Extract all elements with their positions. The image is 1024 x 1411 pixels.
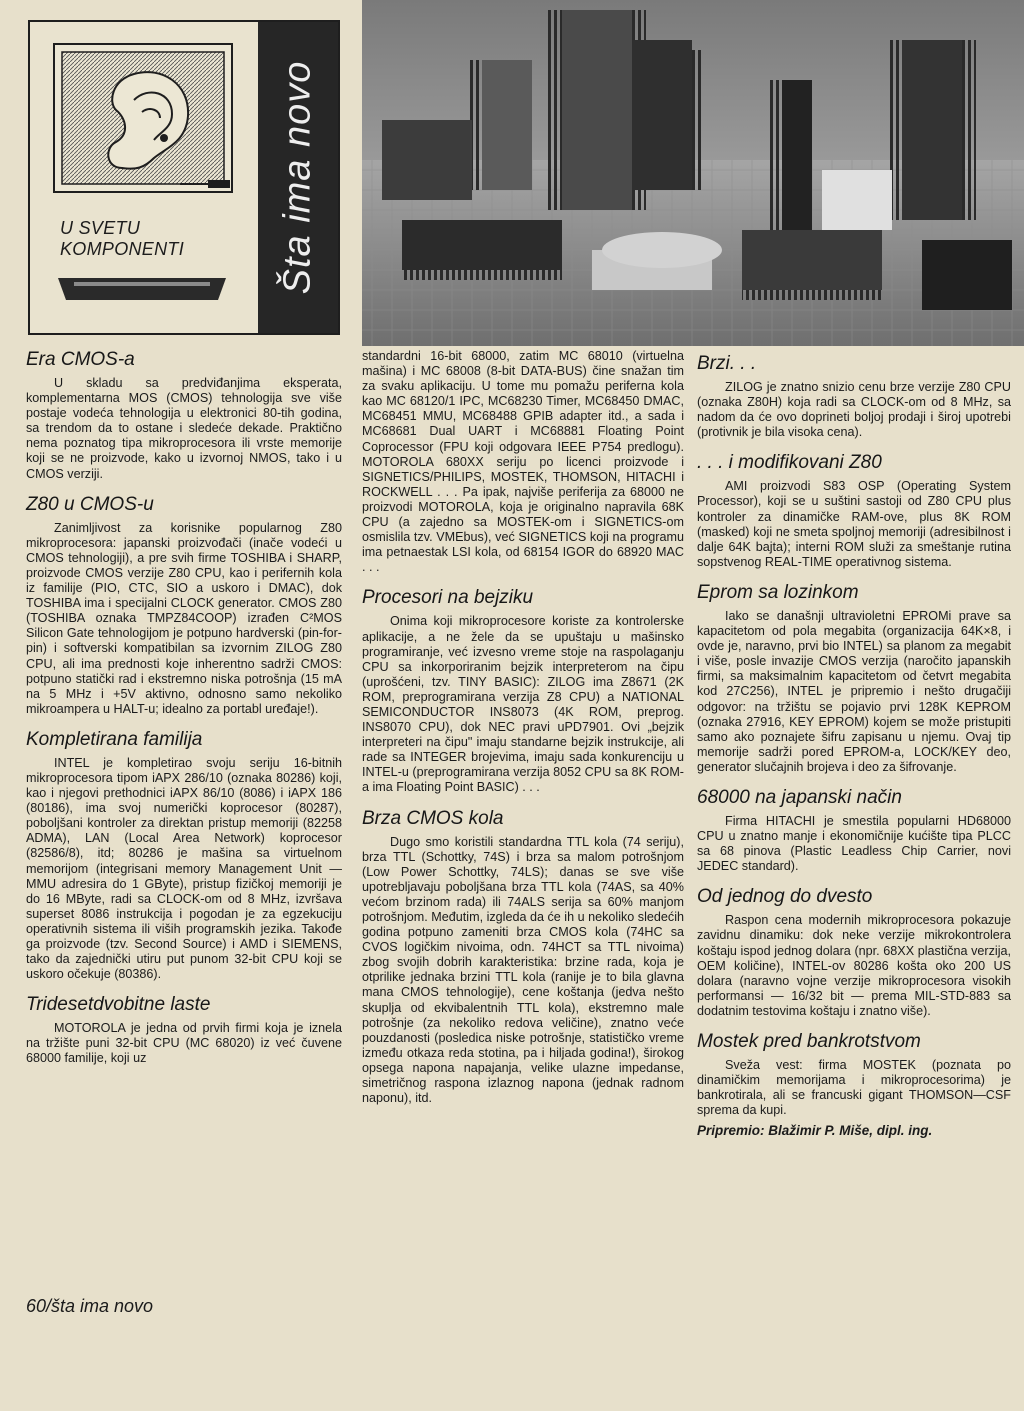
- para-eprom-sa-lozinkom: Iako se današnji ultravioletni EPROMi prave sa kapacitetom od pola megabita (organizacija 64K×8, i ovde je, naravno, prvi bio INTEL) sa planom za megabit i više, posle invazije CMOS verzija (naročito japanskih firmi, sa maksimalnim kapacitetom od četvrt megabita kod 27C256), INTEL je pripremio i nešto drugačiji odgovor: na tržištu se pojavio prvi 128K KEPROM (oznaka 27916, KEY EPROM) kojem se može pristupiti samo ako poznajete šifru zapisanu u njemu. Ovaj tip memorije sadrži pored EPROM-a, LOCK/KEY deo, generator slučajnih brojeva i deo za šifrovanje.: [697, 608, 1011, 774]
- heading-z80-cmos: Z80 u CMOS-u: [26, 493, 154, 515]
- chip-city-photo: [362, 0, 1024, 346]
- para-procesori-na-bejziku: Onima koji mikroprocesore koriste za kontrolerske aplikacije, a ne žele da se upuštaju u mašinsko programiranje, već izvesno vreme stoje na raspolaganju CPU sa inkorporiranim bejzik interpreterom na čipu (uprošćeni, tzv. TINY BASIC): ZILOG ima Z8671 (2K ROM, preprogramirana verzija Z8 CPU) a NATIONAL SEMICONDUCTOR INS8073 (4K ROM, preprog. INS8070 CPU), dok NEC pravi uPD7901. Ovi „bejzik interpreteri na čipu" imaju standarne bejzik instrukcije, ali rade sa INTEGER brojevima, imaju sada konkurenciju u INTEL-u (preprogramirana verzija 8052 CPU sa 8K ROM-a ima Floating Point BASIC) . . .: [362, 614, 684, 795]
- para-era-cmos: U skladu sa predviđanjima eksperata, komplementarna MOS (CMOS) tehnologija sve više postaje vodeća tehnologija u elektronici 80-tih godina, sa trendom da to ostane i sledeće dekade. Praktično nema poznatog tipa mikroprocesora ili vrste memorije koji se ne proizvode, kako u izvornoj NMOS, tako i u CMOS verziji.: [26, 376, 342, 481]
- para-od-jednog-do-dvesto: Raspon cena modernih mikroprocesora pokazuje zavidnu dinamiku: dok neke verzije mikrokontrolera koštaju ispod jednog dolara (npr. 68XX plastična verzija, OEM količine), INTEL-ov 80286 košta oko 200 US dolara (naravno vojne verzije mikroprocesora visokih performansi — 16/32 bit — prema MIL-STD-883 sa dodatnim testovima koštaju i znatno više).: [697, 913, 1011, 1018]
- section-caption: [60, 218, 184, 260]
- heading-era-cmos: Era CMOS-a: [26, 349, 135, 370]
- para-brzi: ZILOG je znatno snizio cenu brze verzije Z80 CPU (oznaka Z80H) koja radi sa CLOCK-om od 8 MHz, sa nadom da će ovo doprineti boljoj prodaji i široj upotrebi (protivnik je bila visoka cena).: [697, 380, 1011, 440]
- para-kompletirana-familija: INTEL je kompletirao svoju seriju 16-bitnih mikroprocesora tipom iAPX 286/10 (oznaka 80286) koji, kao i njegovi prethodnici iAPX 86/10 (8086) i iAPX 186 (80186), ima svoj numerički koprocesor (80287), poboljšani kontroler za direktan pristup memoriji (82258 ADMA), LAN (Local Area Network) koprocesor (82586/8), itd; 80286 je mašina sa virtuelnom memorijom (integrisani memory Management Unit — MMU adresira do 1 GByte), pristup fizičkoj memoriji je do 16 MByte, radi sa CLOCK-om od 8 MHz, izvršava superset 8086 instrukcija i pogodan je za egzekuciju operativnih sistema ili viših programskih jezika. Takođe ga proizvode (tzv. Second Source) i AMD i SIEMENS, tako da zajednički utiru put punom 32-bit CPU koji se uskoro očekuje (80386).: [26, 755, 342, 982]
- heading-eprom-sa-lozinkom: Eprom sa lozinkom: [697, 581, 859, 603]
- section-caption-line2: KOMPONENTI: [60, 239, 185, 259]
- page-number-label: 60/šta ima novo: [26, 1296, 154, 1316]
- para-mostek-bankrot: Sveža vest: firma MOSTEK (poznata po dinamičkim memorijama i mikroprocesorima) je bankrotirala, ali se francuski gigant THOMSON—CSF sprema da kupi.: [697, 1058, 1011, 1118]
- heading-tridesetdvobitne-laste: Tridesetdvobitne laste: [26, 994, 211, 1016]
- para-tridesetdvobitne-laste: MOTOROLA je jedna od prvih firmi koja je iznela na tržište puni 32-bit CPU (MC 68020) iz već čuvene 68000 familije, koji uz: [26, 1021, 342, 1066]
- heading-modifikovani-z80: . . . i modifikovani Z80: [697, 452, 882, 474]
- article-column-2: [362, 349, 684, 1106]
- section-caption-line1: U SVETU: [60, 218, 141, 238]
- computer-ear-illustration: [30, 22, 260, 332]
- para-modifikovani-z80: AMI proizvodi S83 OSP (Operating System Processor), koji se u suštini sastoji od Z80 CPU plus kontroler za dinamičke RAM-ove, plus 8K ROM (masked) koji ne smeta spoljnoj memoriji (adresibilnost i dalje 64K bajta); interni ROM služi za smeštanje rutina sopstvenog REAL-TIME operativnog sistema.: [697, 479, 1011, 569]
- para-motorola-continued: standardni 16-bit 68000, zatim MC 68010 (virtuelna mašina) i MC 68008 (8-bit DATA-BUS) čine snažan tim za svaku aplikaciju. U tome mu pomažu periferna kola kao MC 68120/1 IPC, MC68230 Timer, MC68450 DMAC, MC68451 MMU, MC68488 GPIB adapter itd., a sada i MC68681 Dual UART i MC68881 Floating Point Coprocessor (FPU koji odgovara IEEE P754 predlogu). MOTOROLA 680XX seriju po licenci proizvode i SIGNETICS/PHILIPS, MOSTEK, THOMSON, HITACHI i ROCKWELL . . . Pa ipak, najviše periferija za 68000 ne proizvodi MOTOROLA, koja je originalno napravila 68K CPU (a zajedno sa MOSTEK-om i SIGNETICS-om osmislila tzv. VMEbus), već SIGNETICS koji na programu ima petnaestak LSI kola, od 68154 IGOR do 68920 MAC . . .: [362, 349, 684, 575]
- article-column-1: [26, 345, 342, 1067]
- para-68000-japanski: Firma HITACHI je smestila popularni HD68000 CPU u znatno manje i ekonomičnije kućište tipa PLCC sa 68 pinova (Plastic Leadless Chip Carrier, novi JEDEC standard).: [697, 813, 1011, 874]
- para-z80-cmos: Zanimljivost za korisnike popularnog Z80 mikroprocesora: japanski proizvođači (inače vodeći u CMOS tehnologiji), a pre svih firme TOSHIBA i SHARP, proizvode CMOS verzije Z80 CPU, kao i perifernih kola iz familije (PIO, CTC, SIO a uskoro i DMAC), dok TOSHIBA ima i specijalni CLOCK generator. CMOS Z80 (TOSHIBA oznaka TMPZ84COOP) izrađen C²MOS Silicon Gate tehnologijom je potpuno hardverski (pin-for-pin) i softverski kompatibilan sa izvornim ZILOG Z80 CPU, ali ima prednosti koje inherentno sadrži CMOS: potpuno statički rad i ekstremno niska potrošnja (15 mA na 5 MHz i +5V aktivno, odnosno samo nekoliko mikroampera u HALT-u; idealno za portabl uređaje!).: [26, 520, 342, 716]
- heading-procesori-na-bejziku: Procesori na bejziku: [362, 587, 534, 609]
- heading-kompletirana-familija: Kompletirana familija: [26, 728, 203, 750]
- heading-brza-cmos-kola: Brza CMOS kola: [362, 807, 504, 829]
- heading-brzi: Brzi. . .: [697, 353, 757, 374]
- para-brza-cmos-kola: Dugo smo koristili standardna TTL kola (74 seriju), brza TTL (Schottky, 74S) i brza sa malom potrošnjom (Low Power Schottky, 74LS); danas se sve više upotrebljavaju poboljšana brza TTL kola (74AS, sa 40% većom brzinom rada) ili 74ALS serija sa 60% manjom potrošnjom. Međutim, izgleda da će ih u nekoliko sledećih godina potpuno zameniti brza CMOS kola (74HC sa CVOS logičkim nivoima, odn. 74HCT sa TTL nivoima) zbog svojih dobrih karakteristika: brzine rada, koja je otprilike jednaka brzini TTL kola (ranije je to bila glavna mana CMOS tehnologije), cene koštanja (jedva nešto skuplja od ekvibalentnih TTL kola), ekstremno male potrošnje (za nekoliko redova veličine), znatno veće pouzdanosti (posledica niske potrošnje, statističko vreme između otkaza reda stotina, pa i hiljada godina!), širokog opsega napona napajanja, velike ulazne impedanse, simetričnog raspona izlaznog napona (jednak radnom naponu), itd.: [362, 834, 685, 1106]
- section-header-box: [28, 20, 340, 335]
- author-credit: Pripremio: Blažimir P. Miše, dipl. ing.: [697, 1123, 933, 1139]
- vertical-title: Šta ima novo: [276, 60, 319, 295]
- heading-68000-japanski: 68000 na japanski način: [697, 786, 902, 808]
- article-column-3: [697, 349, 1011, 1138]
- vertical-title-band: [258, 22, 338, 333]
- heading-mostek-bankrot: Mostek pred bankrotstvom: [697, 1031, 921, 1052]
- heading-od-jednog-do-dvesto: Od jednog do dvesto: [697, 886, 873, 908]
